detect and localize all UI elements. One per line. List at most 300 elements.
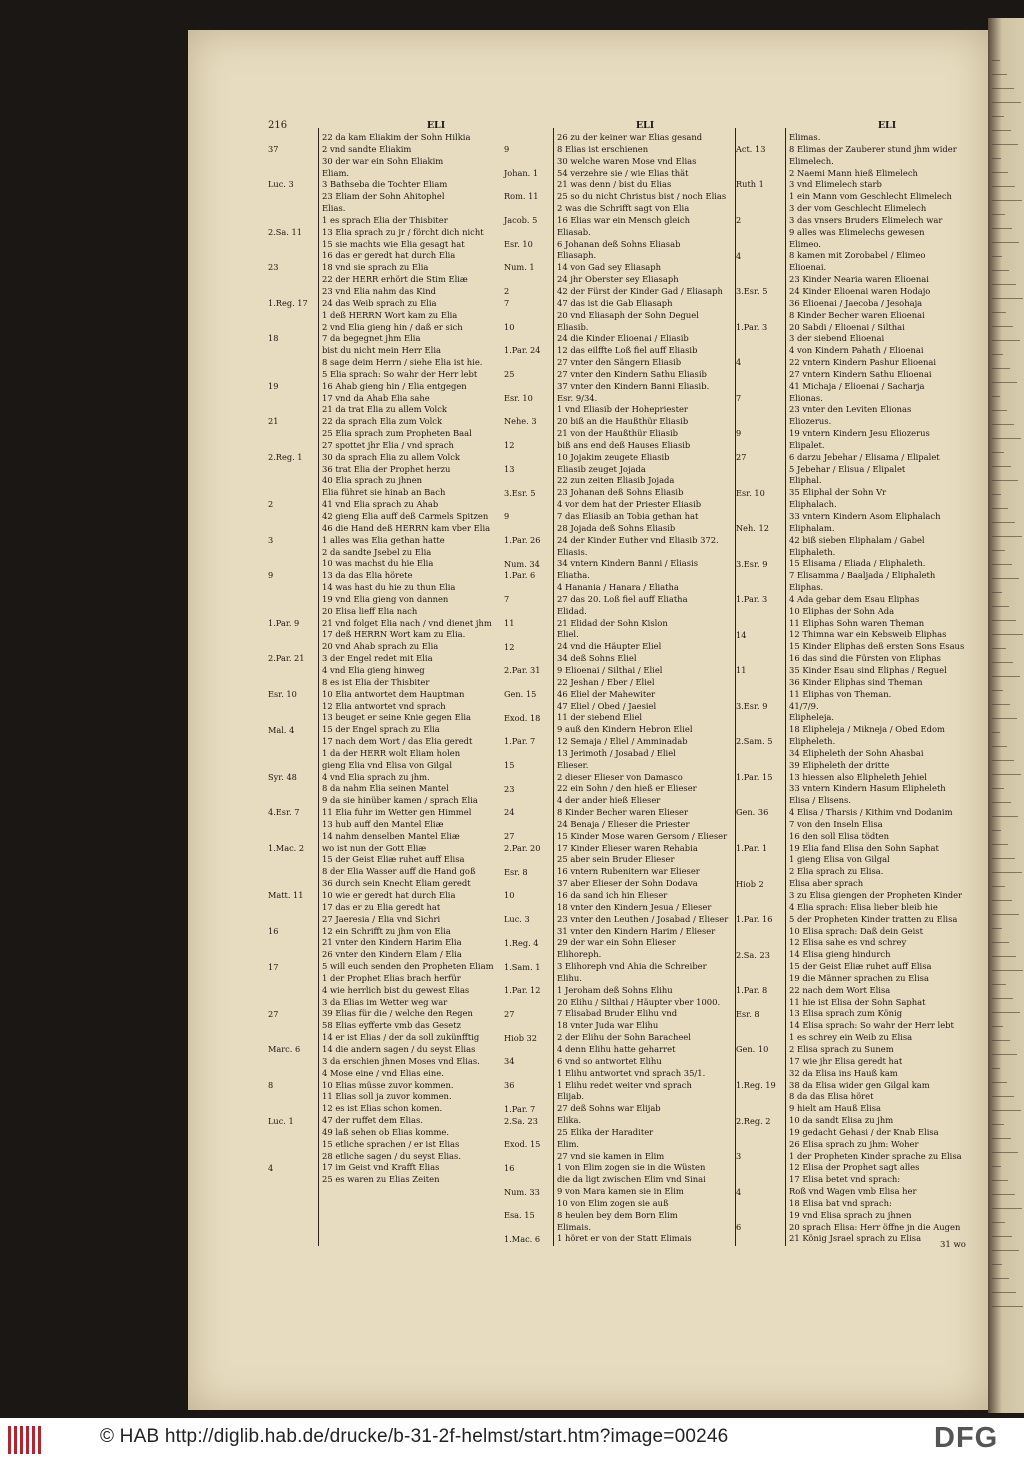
- facing-page-text: [992, 130, 1011, 131]
- scripture-reference: Esr. 8: [736, 1008, 760, 1019]
- index-entry: 3 vnd Elimelech starb: [789, 179, 882, 190]
- facing-page-text: [992, 494, 1001, 495]
- index-entry: 11 der siebend Eliel: [557, 712, 643, 723]
- scripture-reference: Rom. 11: [504, 191, 539, 202]
- index-entry: 14 die andern sagen / du seyst Elias: [322, 1043, 476, 1054]
- facing-page-text: [992, 606, 1009, 607]
- index-entry: 1 es schrey ein Weib zu Elisa: [789, 1032, 913, 1043]
- index-entry: 22 nach dem Wort Elisa: [789, 984, 891, 995]
- scripture-reference: 18: [268, 333, 279, 344]
- index-entry: 18 vnter den Kindern Jesua / Elieser: [557, 901, 712, 912]
- facing-page-text: [992, 1040, 1010, 1041]
- index-entry: 20 Elisa lieff Elia nach: [322, 605, 418, 616]
- index-entry: Eliphal.: [789, 475, 822, 486]
- facing-page-text: [992, 312, 1006, 313]
- scripture-reference: Marc. 6: [268, 1044, 301, 1055]
- index-entry: 7 da begegnet jhm Elia: [322, 333, 421, 344]
- index-entry: 9 da sie hinüber kamen / sprach Elia: [322, 795, 478, 806]
- index-entry: 5 will euch senden den Propheten Eliam: [322, 961, 494, 972]
- scripture-reference: 2.Sa. 23: [504, 1115, 538, 1126]
- facing-page-text: [992, 634, 1023, 635]
- scripture-reference: 16: [268, 925, 279, 936]
- index-entry: 23 Kinder Nearia waren Elioenai: [789, 274, 929, 285]
- index-entry: 18 vnter Juda war Elihu: [557, 1020, 659, 1031]
- index-entry: 37 vnter den Kindern Banni Eliasib.: [557, 380, 710, 391]
- index-entry: 1 alles was Elia gethan hatte: [322, 534, 445, 545]
- index-entry: 6 vnd so antwortet Elihu: [557, 1055, 662, 1066]
- index-entry: 22 ein Sohn / den hieß er Elieser: [557, 783, 697, 794]
- index-entry: 12 Elisa der Prophet sagt alles: [789, 1162, 920, 1173]
- index-entry: Elias.: [322, 203, 346, 214]
- index-entry: 12 ein Schrifft zu jhm von Elia: [322, 925, 451, 936]
- facing-page-text: [992, 1264, 1002, 1265]
- index-entry: 26 zu der keiner war Elias gesand: [557, 132, 703, 142]
- facing-page-text: [992, 914, 1019, 915]
- facing-page-text: [992, 354, 1003, 355]
- index-entry: 27 deß Sohns war Elijab: [557, 1103, 661, 1114]
- scripture-reference: 25: [504, 369, 515, 379]
- index-entry: 8 Kinder Becher waren Elieser: [557, 807, 688, 818]
- index-entry: Elisa aber sprach: [789, 878, 864, 889]
- index-entry: Eliasis.: [557, 546, 588, 557]
- scripture-reference: 1.Reg. 19: [736, 1080, 776, 1090]
- index-entry: 6 Johanan deß Sohns Eliasab: [557, 238, 681, 249]
- scripture-reference: 11: [736, 665, 747, 676]
- index-entry: 35 Eliphal der Sohn Vr: [789, 487, 887, 498]
- scripture-reference: 2.Reg. 2: [736, 1115, 771, 1126]
- scripture-reference: Nehe. 3: [504, 416, 537, 427]
- facing-page-text: [992, 382, 1017, 383]
- scripture-reference: Luc. 3: [504, 914, 530, 925]
- index-entry: 13 da das Elia hörete: [322, 570, 413, 581]
- index-entry: 18 Elisa bat vnd sprach:: [789, 1197, 892, 1208]
- facing-page-text: [992, 886, 1005, 887]
- index-entry: 8 Elias ist erschienen: [557, 143, 649, 154]
- index-entry: Elihoreph.: [557, 949, 602, 960]
- facing-page-text: [992, 662, 1013, 663]
- index-entry: 10 von Elim zogen sie auß: [557, 1197, 669, 1208]
- facing-page-text: [992, 1292, 1016, 1293]
- facing-page-text: [992, 60, 1000, 61]
- index-entry: 6 darzu Jebehar / Elisama / Elipalet: [789, 451, 940, 462]
- scripture-reference: Ruth 1: [736, 179, 764, 190]
- index-entry: 12 es ist Elias schon komen.: [322, 1103, 443, 1114]
- index-entry: 47 der ruffet dem Elias.: [322, 1115, 423, 1126]
- index-entry: 1 vnd Eliasib der Hohepriester: [557, 404, 688, 415]
- facing-page-text: [992, 256, 1002, 257]
- facing-page-text: [992, 172, 1008, 173]
- index-entry: 2 Elia sprach zu Elisa.: [789, 866, 884, 877]
- scripture-reference: Num. 1: [504, 262, 535, 273]
- index-entry: 8 heulen bey dem Born Elim: [557, 1209, 678, 1220]
- scripture-reference: 4.Esr. 7: [268, 807, 300, 818]
- facing-page-text: [992, 1180, 1008, 1181]
- scripture-reference: 4: [268, 1162, 274, 1173]
- index-entry: 21 vnd folget Elia nach / vnd dienet jhm: [322, 617, 492, 628]
- index-entry: 1 der Propheten Kinder sprache zu Elisa: [789, 1150, 962, 1161]
- scripture-reference: Num. 34: [504, 558, 540, 569]
- index-entry: 2 Elisa sprach zu Sunem: [789, 1043, 894, 1054]
- index-entry: 1 Elihu antwortet vnd sprach 35/1.: [557, 1067, 706, 1078]
- index-entry: 11 Eliphas von Theman.: [789, 688, 892, 699]
- index-entry: 8 Kinder Becher waren Elioenai: [789, 309, 925, 320]
- scripture-reference: 1.Par. 26: [504, 534, 541, 545]
- facing-page-text: [992, 270, 1009, 271]
- scripture-reference: 3.Esr. 5: [504, 487, 536, 498]
- index-entry: 19 vntern Kindern Jesu Eliozerus: [789, 428, 930, 439]
- index-entry: Eliasib zeuget Jojada: [557, 463, 646, 474]
- facing-page-text: [992, 998, 1013, 999]
- scripture-reference: 27: [504, 831, 515, 842]
- index-entry: 46 die Hand deß HERRN kam vber Elia: [322, 522, 491, 533]
- index-entry: 2 der Elihu der Sohn Baracheel: [557, 1032, 691, 1043]
- scripture-reference: 15: [504, 760, 515, 771]
- facing-page-text: [992, 186, 1015, 187]
- index-entry: Elia führet sie hinab an Bach: [322, 487, 446, 498]
- scripture-reference: 27: [736, 451, 747, 462]
- index-entry: 15 etliche sprachen / er ist Elias: [322, 1138, 460, 1149]
- index-entry: 23 vnter den Leviten Elionas: [789, 404, 912, 415]
- scripture-reference: Mal. 4: [268, 724, 295, 735]
- index-entry: 8 Elimas der Zauberer stund jhm wider: [789, 143, 957, 154]
- scripture-reference: 12: [504, 440, 515, 451]
- index-entry: 16 Ahab gieng hin / Elia entgegen: [322, 380, 467, 391]
- scripture-reference: Gen. 10: [736, 1044, 769, 1055]
- scripture-reference: Gen. 15: [504, 688, 537, 699]
- column-heading: ELI: [426, 120, 446, 131]
- index-entry: 1 Jeroham deß Sohns Elihu: [557, 984, 673, 995]
- index-entry: 17 Elisa betet vnd sprach:: [789, 1174, 901, 1185]
- scripture-reference: Gen. 36: [736, 807, 769, 818]
- facing-page-text: [992, 1096, 1014, 1097]
- index-entry: 5 Elia sprach: So wahr der Herr lebt: [322, 368, 478, 379]
- index-entry: Elieser.: [557, 759, 589, 770]
- index-entry: 8 kamen mit Zorobabel / Elimeo: [789, 250, 926, 261]
- scripture-reference: Esa. 15: [504, 1210, 535, 1221]
- facing-page-text: [992, 424, 1014, 425]
- scripture-reference: 1.Par. 7: [504, 736, 536, 747]
- index-entry: 26 vnter den Kindern Elam / Elia: [322, 949, 462, 960]
- index-entry: 3 Elihoreph vnd Ahia die Schreiber: [557, 961, 707, 972]
- facing-page-text: [992, 984, 1006, 985]
- scripture-reference: 4: [736, 250, 742, 261]
- scripture-reference: Esr. 10: [504, 238, 533, 249]
- index-entry: Elionas.: [789, 392, 823, 403]
- index-entry: 4 vor dem hat der Priester Eliasib: [557, 499, 702, 510]
- index-entry: Esr. 9/34.: [557, 392, 598, 403]
- facing-page-text: [992, 536, 1022, 537]
- index-entry: 9 von Mara kamen sie in Elim: [557, 1186, 684, 1197]
- index-entry: 12 Elisa sahe es vnd schrey: [789, 937, 907, 948]
- index-entry: 15 Kinder Mose waren Gersom / Elieser: [557, 830, 728, 841]
- index-entry: 4 Hanania / Hanara / Eliatha: [557, 582, 679, 593]
- scripture-reference: Matt. 11: [268, 890, 304, 901]
- index-entry: 10 Eliphas der Sohn Ada: [789, 605, 895, 616]
- index-entry: 16 das er geredt hat durch Elia: [322, 250, 456, 261]
- facing-page-text: [992, 704, 1010, 705]
- index-entry: 22 da kam Eliakim der Sohn Hilkia: [322, 132, 471, 142]
- index-entry: 34 Elipheleth der Sohn Ahasbai: [789, 747, 924, 758]
- facing-page-text: [992, 928, 1002, 929]
- index-entry: Eliasib.: [557, 321, 589, 332]
- index-entry: 14 Elisa gieng hindurch: [789, 949, 891, 960]
- index-entry: 46 Eliel der Mahewiter: [557, 688, 656, 699]
- index-entry: 36 Kinder Eliphas sind Theman: [789, 676, 923, 687]
- index-entry: Elimeo.: [789, 238, 821, 249]
- facing-page-text: [992, 578, 1019, 579]
- scripture-reference: 9: [504, 143, 510, 154]
- scripture-reference: Syr. 48: [268, 771, 297, 782]
- index-entry: 1 gieng Elisa von Gilgal: [789, 854, 890, 865]
- scripture-reference: 8: [268, 1080, 274, 1090]
- scripture-reference: 2: [736, 214, 742, 225]
- scripture-reference: 36: [504, 1080, 515, 1090]
- index-entry: 19 vnd Elisa sprach zu jhnen: [789, 1209, 912, 1220]
- index-entry: 24 die Kinder Elioenai / Eliasib: [557, 333, 689, 344]
- facing-page-text: [992, 1068, 1000, 1069]
- index-entry: 24 der Kinder Euther vnd Eliasib 372.: [557, 534, 719, 545]
- facing-page-text: [992, 1012, 1020, 1013]
- scripture-reference: 16: [504, 1162, 515, 1173]
- index-entry: 15 Elisama / Eliada / Eliphaleth.: [789, 558, 926, 569]
- index-entry: 27 Jaeresia / Elia vnd Sichri: [322, 913, 441, 924]
- scripture-reference: Esr. 8: [504, 866, 528, 877]
- index-entry: 4 Elia sprach: Elisa lieber bleib hie: [789, 901, 938, 912]
- facing-page-text: [992, 368, 1010, 369]
- index-entry: 17 vnd da Ahab Elia sahe: [322, 392, 430, 403]
- page-number: 216: [268, 120, 288, 131]
- scripture-reference: 13: [504, 463, 515, 474]
- index-entry: bist du nicht mein Herr Elia: [322, 345, 441, 356]
- index-entry: 17 das er zu Elia geredt hat: [322, 901, 441, 912]
- column-rule: [318, 128, 319, 1246]
- index-entry: 1 ein Mann vom Geschlecht Elimelech: [789, 191, 952, 202]
- index-entry: Elidad.: [557, 605, 587, 616]
- scripture-reference: 3.Esr. 5: [736, 286, 768, 297]
- scripture-reference: 2.Par. 31: [504, 665, 541, 676]
- facing-page-text: [992, 116, 1004, 117]
- scripture-reference: 9: [268, 570, 274, 581]
- facing-page-text: [992, 480, 1018, 481]
- scripture-reference: 2.Sam. 5: [736, 736, 773, 747]
- facing-page-text: [992, 816, 1018, 817]
- index-entry: 12 Semaja / Eliel / Amminadab: [557, 736, 688, 747]
- scripture-reference: 3: [736, 1151, 742, 1162]
- scripture-reference: 2.Sa. 23: [736, 949, 770, 960]
- index-entry: 42 biß sieben Eliphalam / Gabel: [789, 534, 925, 545]
- facing-page-text: [992, 88, 1014, 89]
- facing-page-text: [992, 732, 1000, 733]
- index-entry: 21 König Jsrael sprach zu Elisa: [789, 1233, 922, 1244]
- index-entry: 8 sage deim Herrn / siehe Elia ist hie.: [322, 357, 483, 368]
- facing-page-text: [992, 1208, 1022, 1209]
- index-entry: 16 den soll Elisa tödten: [789, 830, 889, 841]
- scripture-reference: 21: [268, 416, 279, 427]
- index-entry: 25 es waren zu Elias Zeiten: [322, 1174, 440, 1185]
- facing-page-text: [992, 1110, 1021, 1111]
- index-entry: 47 das ist die Gab Eliasaph: [557, 297, 673, 308]
- scripture-reference: 2.Reg. 1: [268, 451, 303, 462]
- index-entry: 1 da der HERR wolt Eliam holen: [322, 747, 461, 758]
- facing-page-text: [992, 284, 1016, 285]
- index-entry: Elimelech.: [789, 155, 834, 166]
- facing-page-text: [992, 522, 1015, 523]
- facing-page-text: [992, 1138, 1011, 1139]
- scripture-reference: 6: [736, 1222, 742, 1233]
- copyright-link[interactable]: © HAB http://diglib.hab.de/drucke/b-31-2f-helmst/start.htm?image=00246: [100, 1426, 729, 1447]
- facing-page-text: [992, 788, 1004, 789]
- index-entry: 20 vnd Eliasaph der Sohn Deguel: [557, 309, 699, 320]
- scripture-reference: 9: [504, 511, 510, 522]
- index-entry: 14 nahm denselben Mantel Eliæ: [322, 830, 460, 841]
- facing-page-text: [992, 802, 1011, 803]
- index-entry: 8 da das Elisa höret: [789, 1091, 874, 1102]
- scripture-reference: 1.Par. 3: [736, 321, 768, 332]
- index-entry: 20 Elihu / Silthai / Häupter vber 1000.: [557, 996, 721, 1007]
- scripture-reference: 2.Sa. 11: [268, 226, 302, 237]
- facing-page-text: [992, 760, 1014, 761]
- scripture-reference: 7: [504, 594, 510, 605]
- scripture-reference: 7: [504, 297, 510, 308]
- index-entry: 10 Elia antwortet dem Hauptman: [322, 688, 465, 699]
- column-heading: ELI: [877, 120, 897, 131]
- index-column-2: [557, 120, 733, 1245]
- scripture-reference: Num. 33: [504, 1186, 540, 1197]
- index-entry: 24 jhr Oberster sey Eliasaph: [557, 274, 679, 285]
- index-entry: 4 vnd Elia sprach zu jhm.: [322, 771, 430, 782]
- scripture-reference: 1.Par. 12: [504, 985, 541, 996]
- index-entry: 38 da Elisa wider gen Gilgal kam: [789, 1079, 930, 1090]
- index-entry: 2 was die Schrifft sagt von Elia: [557, 203, 690, 214]
- facing-page-text: [992, 1166, 1001, 1167]
- scripture-reference: 1.Par. 24: [504, 345, 541, 356]
- index-entry: 41/7/9.: [789, 700, 819, 711]
- index-entry: 16 Elias war ein Mensch gleich: [557, 214, 690, 225]
- index-entry: 28 etliche sagen / du seyst Elias.: [322, 1150, 462, 1161]
- scripture-reference: Luc. 1: [268, 1115, 294, 1126]
- scripture-reference: Esr. 10: [268, 688, 297, 699]
- scripture-reference: Esr. 10: [504, 392, 533, 403]
- index-entry: die da ligt zwischen Elim vnd Sinai: [557, 1174, 706, 1185]
- index-entry: 31 vnter den Kindern Harim / Elieser: [557, 925, 716, 936]
- index-entry: 4 Ada gebar dem Esau Eliphas: [789, 593, 920, 604]
- index-entry: 23 vnd Elia nahm das Kind: [322, 285, 436, 296]
- index-entry: 10 was machst du hie Elia: [322, 558, 434, 569]
- scripture-reference: 2: [504, 286, 510, 297]
- index-entry: 23 Johanan deß Sohns Eliasib: [557, 487, 684, 498]
- index-entry: 35 Kinder Esau sind Eliphas / Reguel: [789, 664, 947, 675]
- facing-page-text: [992, 970, 1023, 971]
- facing-page-text: [992, 340, 1020, 341]
- facing-page-text: [992, 144, 1018, 145]
- index-entry: 26 Elisa sprach zu jhm: Woher: [789, 1138, 919, 1149]
- catchword: 31 wo: [940, 1240, 966, 1250]
- index-entry: 41 Michaja / Elioenai / Sacharja: [789, 380, 925, 391]
- scripture-reference: 23: [504, 783, 515, 794]
- index-entry: 22 da sprach Elia zum Volck: [322, 416, 443, 427]
- index-entry: 25 aber sein Bruder Elieser: [557, 854, 675, 865]
- facing-page-text: [992, 1054, 1017, 1055]
- dfg-logo: DFG: [934, 1422, 999, 1454]
- scripture-reference: 27: [504, 1008, 515, 1019]
- index-entry: 9 Elioenai / Silthai / Eliel: [557, 664, 663, 675]
- scripture-reference: 4: [736, 1186, 742, 1197]
- index-entry: 4 denn Elihu hatte geharret: [557, 1043, 676, 1054]
- index-entry: Eliozerus.: [789, 416, 832, 427]
- index-entry: 4 Elisa / Tharsis / Kithim vnd Dodanim: [789, 807, 953, 818]
- facing-page-text: [992, 410, 1007, 411]
- index-entry: Elihu.: [557, 972, 582, 983]
- index-entry: 17 Kinder Elieser waren Rehabia: [557, 842, 698, 853]
- index-entry: 34 vntern Kindern Banni / Eliasis: [557, 558, 699, 569]
- index-entry: 10 Jojakim zeugete Eliasib: [557, 451, 670, 462]
- index-entry: 4 vnd Elia gieng hinweg: [322, 664, 425, 675]
- scripture-reference: 1.Par. 16: [736, 914, 773, 925]
- scripture-reference: 37: [268, 143, 279, 154]
- index-entry: 7 von den Inseln Elisa: [789, 818, 883, 829]
- index-entry: 24 das Weib sprach zu Elia: [322, 297, 437, 308]
- scripture-reference: 1.Par. 9: [268, 617, 300, 628]
- index-entry: 41 vnd Elia sprach zu Ahab: [322, 499, 439, 510]
- scripture-reference: Jacob. 5: [504, 214, 538, 225]
- index-entry: Eliam.: [322, 167, 350, 178]
- index-entry: 27 spottet jhr Elia / vnd sprach: [322, 439, 454, 450]
- facing-page-text: [992, 438, 1021, 439]
- index-entry: 36 durch sein Knecht Eliam geredt: [322, 878, 471, 889]
- index-entry: 4 der ander hieß Elieser: [557, 795, 661, 806]
- scripture-reference: Johan. 1: [504, 167, 539, 178]
- index-entry: 15 der Geist Eliæ ruhet auff Elisa: [789, 961, 932, 972]
- facing-page-text: [992, 1124, 1004, 1125]
- scripture-reference: Hiob 32: [504, 1032, 537, 1043]
- index-entry: 12 das eilffte Loß fiel auff Eliasib: [557, 345, 698, 356]
- index-entry: 20 sprach Elisa: Herr öffne jn die Augen: [789, 1221, 961, 1232]
- index-entry: 23 vnter den Leuthen / Josabad / Elieser: [557, 913, 729, 924]
- column-rule: [553, 128, 554, 1246]
- scripture-reference: 1.Sam. 1: [504, 961, 541, 972]
- scripture-reference: Hiob 2: [736, 878, 764, 889]
- facing-page-text: [992, 746, 1007, 747]
- scripture-reference: 2: [268, 499, 274, 510]
- scripture-reference: 3.Esr. 9: [736, 558, 768, 569]
- index-entry: 13 Jerimoth / Josabad / Eliel: [557, 747, 676, 758]
- index-entry: 3 zu Elisa giengen der Propheten Kinder: [789, 890, 963, 900]
- scripture-reference: Esr. 10: [736, 487, 765, 498]
- index-entry: Eliphaleth.: [789, 546, 836, 557]
- facing-page-text: [992, 774, 1021, 775]
- index-entry: 4 Mose eine / vnd Elias eine.: [322, 1067, 444, 1078]
- index-entry: 16 das sind die Fürsten von Eliphas: [789, 653, 941, 664]
- index-entry: 27 vnter den Sängern Eliasib: [557, 357, 682, 368]
- facing-page-text: [992, 956, 1016, 957]
- index-entry: 3 Bathseba die Tochter Eliam: [322, 179, 448, 190]
- index-entry: 14 was hast du hie zu thun Elia: [322, 582, 456, 593]
- index-entry: 18 vnd sie sprach zu Elia: [322, 262, 429, 273]
- index-entry: biß ans end deß Hauses Eliasib: [557, 439, 691, 450]
- index-entry: 29 der war ein Sohn Elieser: [557, 937, 676, 948]
- index-entry: 15 Kinder Eliphas deß ersten Sons Esaus: [789, 641, 965, 652]
- index-entry: 20 biß an die Haußthür Eliasib: [557, 416, 689, 427]
- index-entry: 8 es ist Elia der Thisbiter: [322, 676, 430, 687]
- index-entry: 27 vnd sie kamen in Elim: [557, 1150, 665, 1161]
- index-entry: 32 da Elisa ins Hauß kam: [789, 1067, 898, 1078]
- index-entry: 21 Elidad der Sohn Kislon: [557, 617, 668, 628]
- facing-page-text: [992, 452, 1004, 453]
- index-entry: Elisa / Elisens.: [789, 795, 851, 806]
- index-entry: 21 vnter den Kindern Harim Elia: [322, 937, 462, 948]
- index-entry: 21 von der Haußthür Eliasib: [557, 428, 679, 439]
- facing-page-text: [992, 900, 1012, 901]
